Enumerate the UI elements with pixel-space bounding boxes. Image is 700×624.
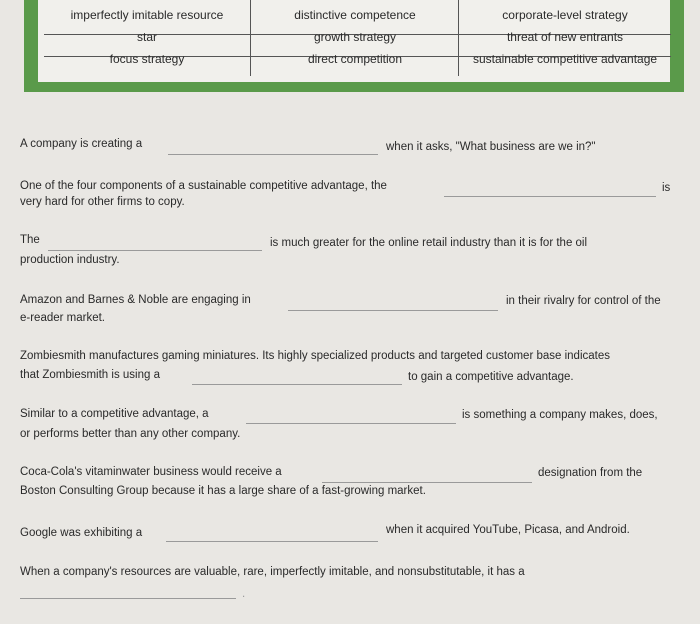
question-text: . (242, 588, 246, 600)
question-text: One of the four components of a sustainable competitive advantage, the (20, 180, 387, 192)
answer-blank[interactable] (288, 310, 498, 311)
question-text: Google was exhibiting a (20, 527, 143, 539)
answer-blank[interactable] (168, 154, 378, 155)
question-text: or performs better than any other company. (20, 428, 241, 440)
question-text: designation from the (538, 467, 643, 479)
word-option[interactable]: sustainable competitive advantage (472, 52, 658, 66)
question-text: when it acquired YouTube, Picasa, and Android. (386, 524, 630, 536)
word-option[interactable]: direct competition (307, 52, 403, 66)
answer-blank[interactable] (166, 541, 378, 542)
word-bank-frame (24, 0, 684, 92)
answer-blank[interactable] (192, 384, 402, 385)
question-text: When a company's resources are valuable, rare, imperfectly imitable, and nonsubstitutable, it has a (20, 566, 525, 578)
word-option[interactable]: corporate-level strategy (502, 8, 628, 22)
question-text: The (20, 234, 40, 246)
word-bank (38, 0, 670, 82)
question-text: Coca-Cola's vitaminwater business would receive a (20, 466, 282, 478)
word-option[interactable]: threat of new entrants (506, 30, 624, 44)
question-text: Similar to a competitive advantage, a (20, 408, 209, 420)
question-text: is something a company makes, does, (462, 409, 658, 421)
word-option[interactable]: distinctive competence (294, 8, 416, 22)
question-text: Boston Consulting Group because it has a large share of a fast-growing market. (20, 485, 426, 497)
question-text: Amazon and Barnes & Noble are engaging in (20, 294, 251, 306)
word-option[interactable]: star (136, 30, 157, 44)
question-text: to gain a competitive advantage. (408, 371, 574, 383)
question-text: Zombiesmith manufactures gaming miniatures. Its highly specialized products and targeted customer base indicates (20, 350, 610, 362)
answer-blank[interactable] (246, 423, 456, 424)
question-text: A company is creating a (20, 138, 143, 150)
question-text: is much greater for the online retail industry than it is for the oil (270, 237, 588, 249)
answer-blank[interactable] (20, 598, 236, 599)
answer-blank[interactable] (444, 196, 656, 197)
word-bank-column-3 (458, 0, 671, 76)
question-text: that Zombiesmith is using a (20, 369, 160, 381)
word-option[interactable]: focus strategy (109, 52, 185, 66)
answer-blank[interactable] (48, 250, 262, 251)
question-text: production industry. (20, 254, 120, 266)
question-text: very hard for other firms to copy. (20, 196, 185, 208)
question-text: in their rivalry for control of the (506, 295, 661, 307)
word-option[interactable]: growth strategy (313, 30, 397, 44)
question-text: when it asks, "What business are we in?" (386, 141, 596, 153)
answer-blank[interactable] (322, 482, 532, 483)
word-bank-column-2 (250, 0, 459, 76)
word-option[interactable]: imperfectly imitable resource (70, 8, 224, 22)
word-bank-column-1 (44, 0, 250, 76)
question-text: is (662, 182, 671, 194)
question-text: e-reader market. (20, 312, 106, 324)
